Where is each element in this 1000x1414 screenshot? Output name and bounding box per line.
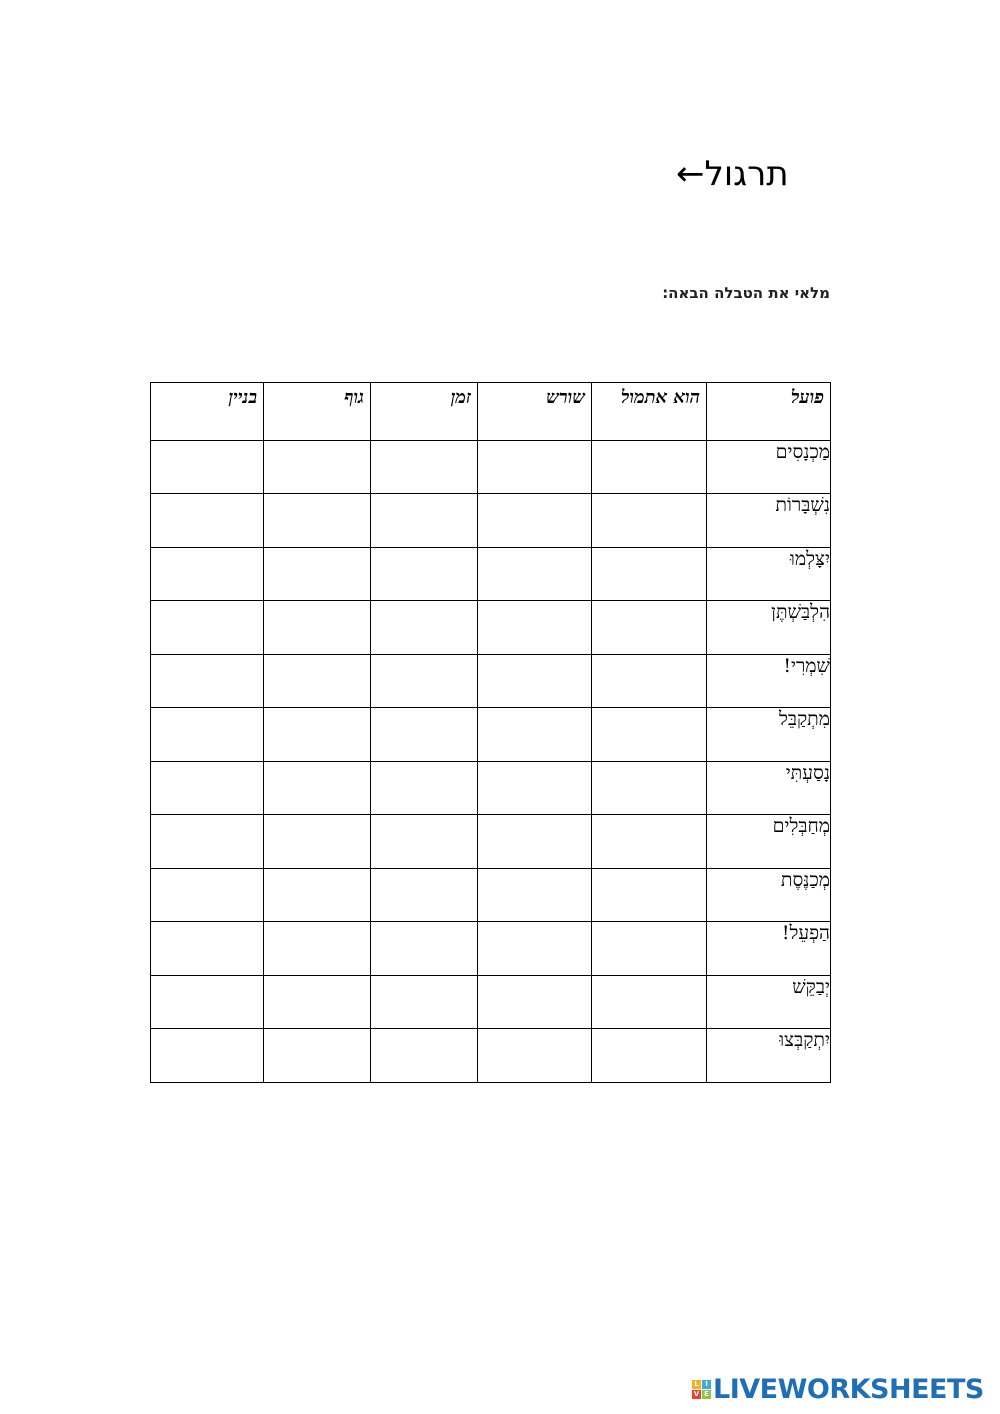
table-row (151, 868, 831, 922)
person-answer-cell[interactable] (264, 654, 371, 708)
person-answer-cell[interactable] (264, 547, 371, 601)
root-answer-cell[interactable] (478, 815, 592, 869)
past-answer-cell[interactable] (592, 547, 707, 601)
verb-cell: מְכַנֶּסֶת (707, 868, 831, 922)
tense-answer-cell[interactable] (371, 494, 478, 548)
past-answer-cell[interactable] (592, 654, 707, 708)
root-answer-cell[interactable] (478, 494, 592, 548)
table-row (151, 440, 831, 494)
tense-answer-cell[interactable] (371, 654, 478, 708)
tense-answer-cell[interactable] (371, 815, 478, 869)
logo-mark-e: E (702, 1390, 711, 1399)
page-title: תרגול← (676, 154, 789, 194)
table-row (151, 654, 831, 708)
verb-cell: מַכְנָסִים (707, 440, 831, 494)
liveworksheets-logo (692, 1372, 984, 1406)
tense-answer-cell[interactable] (371, 708, 478, 762)
past-answer-cell[interactable] (592, 1029, 707, 1083)
verb-cell: שִׁמְרִי! (707, 654, 831, 708)
tense-answer-cell[interactable] (371, 868, 478, 922)
table-header-row (151, 383, 831, 441)
tense-answer-cell[interactable] (371, 601, 478, 655)
past-answer-cell[interactable] (592, 868, 707, 922)
binyan-answer-cell[interactable] (151, 440, 264, 494)
table-row (151, 761, 831, 815)
tense-answer-cell[interactable] (371, 1029, 478, 1083)
logo-text: LIVEWORKSHEETS (713, 1373, 984, 1405)
binyan-answer-cell[interactable] (151, 761, 264, 815)
past-answer-cell[interactable] (592, 922, 707, 976)
logo-mark-icon (692, 1380, 711, 1399)
verb-cell: מִתְקַבֵּל (707, 708, 831, 762)
person-answer-cell[interactable] (264, 975, 371, 1029)
past-answer-cell[interactable] (592, 761, 707, 815)
past-answer-cell[interactable] (592, 975, 707, 1029)
verb-cell: הַפְעֵל! (707, 922, 831, 976)
binyan-answer-cell[interactable] (151, 975, 264, 1029)
header-root: שורש (478, 383, 592, 441)
header-tense: זמן (371, 383, 478, 441)
verb-cell: יִצָּלְמוּ (707, 547, 831, 601)
binyan-answer-cell[interactable] (151, 654, 264, 708)
verb-table (150, 382, 831, 1083)
past-answer-cell[interactable] (592, 494, 707, 548)
root-answer-cell[interactable] (478, 761, 592, 815)
binyan-answer-cell[interactable] (151, 708, 264, 762)
binyan-answer-cell[interactable] (151, 601, 264, 655)
logo-mark-v: V (693, 1389, 700, 1398)
table-body (151, 440, 831, 1082)
table-row (151, 975, 831, 1029)
binyan-answer-cell[interactable] (151, 547, 264, 601)
header-binyan: בניין (151, 383, 264, 441)
person-answer-cell[interactable] (264, 440, 371, 494)
logo-mark-i: I (702, 1380, 711, 1389)
header-verb: פועל (707, 383, 831, 441)
root-answer-cell[interactable] (478, 975, 592, 1029)
root-answer-cell[interactable] (478, 440, 592, 494)
tense-answer-cell[interactable] (371, 975, 478, 1029)
logo-mark-l: L (692, 1380, 701, 1389)
person-answer-cell[interactable] (264, 868, 371, 922)
past-answer-cell[interactable] (592, 708, 707, 762)
person-answer-cell[interactable] (264, 601, 371, 655)
root-answer-cell[interactable] (478, 601, 592, 655)
past-answer-cell[interactable] (592, 440, 707, 494)
verb-cell: מְחַבְּלִים (707, 815, 831, 869)
binyan-answer-cell[interactable] (151, 922, 264, 976)
past-answer-cell[interactable] (592, 601, 707, 655)
binyan-answer-cell[interactable] (151, 1029, 264, 1083)
person-answer-cell[interactable] (264, 815, 371, 869)
tense-answer-cell[interactable] (371, 761, 478, 815)
person-answer-cell[interactable] (264, 1029, 371, 1083)
verb-cell: הִלְבַּשְׁתֶּן (707, 601, 831, 655)
root-answer-cell[interactable] (478, 654, 592, 708)
header-past: הוא אתמול (592, 383, 707, 441)
person-answer-cell[interactable] (264, 708, 371, 762)
root-answer-cell[interactable] (478, 868, 592, 922)
table-row (151, 815, 831, 869)
person-answer-cell[interactable] (264, 922, 371, 976)
person-answer-cell[interactable] (264, 494, 371, 548)
table-row (151, 547, 831, 601)
past-answer-cell[interactable] (592, 815, 707, 869)
table-row (151, 922, 831, 976)
verb-cell: יִתְקַבְּצוּ (707, 1029, 831, 1083)
tense-answer-cell[interactable] (371, 922, 478, 976)
table-row (151, 601, 831, 655)
table-row (151, 494, 831, 548)
verb-cell: נִשְׁבָּרוֹת (707, 494, 831, 548)
table-row (151, 708, 831, 762)
binyan-answer-cell[interactable] (151, 494, 264, 548)
binyan-answer-cell[interactable] (151, 815, 264, 869)
root-answer-cell[interactable] (478, 708, 592, 762)
root-answer-cell[interactable] (478, 922, 592, 976)
tense-answer-cell[interactable] (371, 440, 478, 494)
root-answer-cell[interactable] (478, 547, 592, 601)
binyan-answer-cell[interactable] (151, 868, 264, 922)
verb-cell: יְבַקֵּשׁ (707, 975, 831, 1029)
root-answer-cell[interactable] (478, 1029, 592, 1083)
verb-cell: נָסַעְתִּי (707, 761, 831, 815)
header-person: גוף (264, 383, 371, 441)
table-row (151, 1029, 831, 1083)
instruction-text: מלאי את הטבלה הבאה: (662, 284, 830, 302)
tense-answer-cell[interactable] (371, 547, 478, 601)
person-answer-cell[interactable] (264, 761, 371, 815)
